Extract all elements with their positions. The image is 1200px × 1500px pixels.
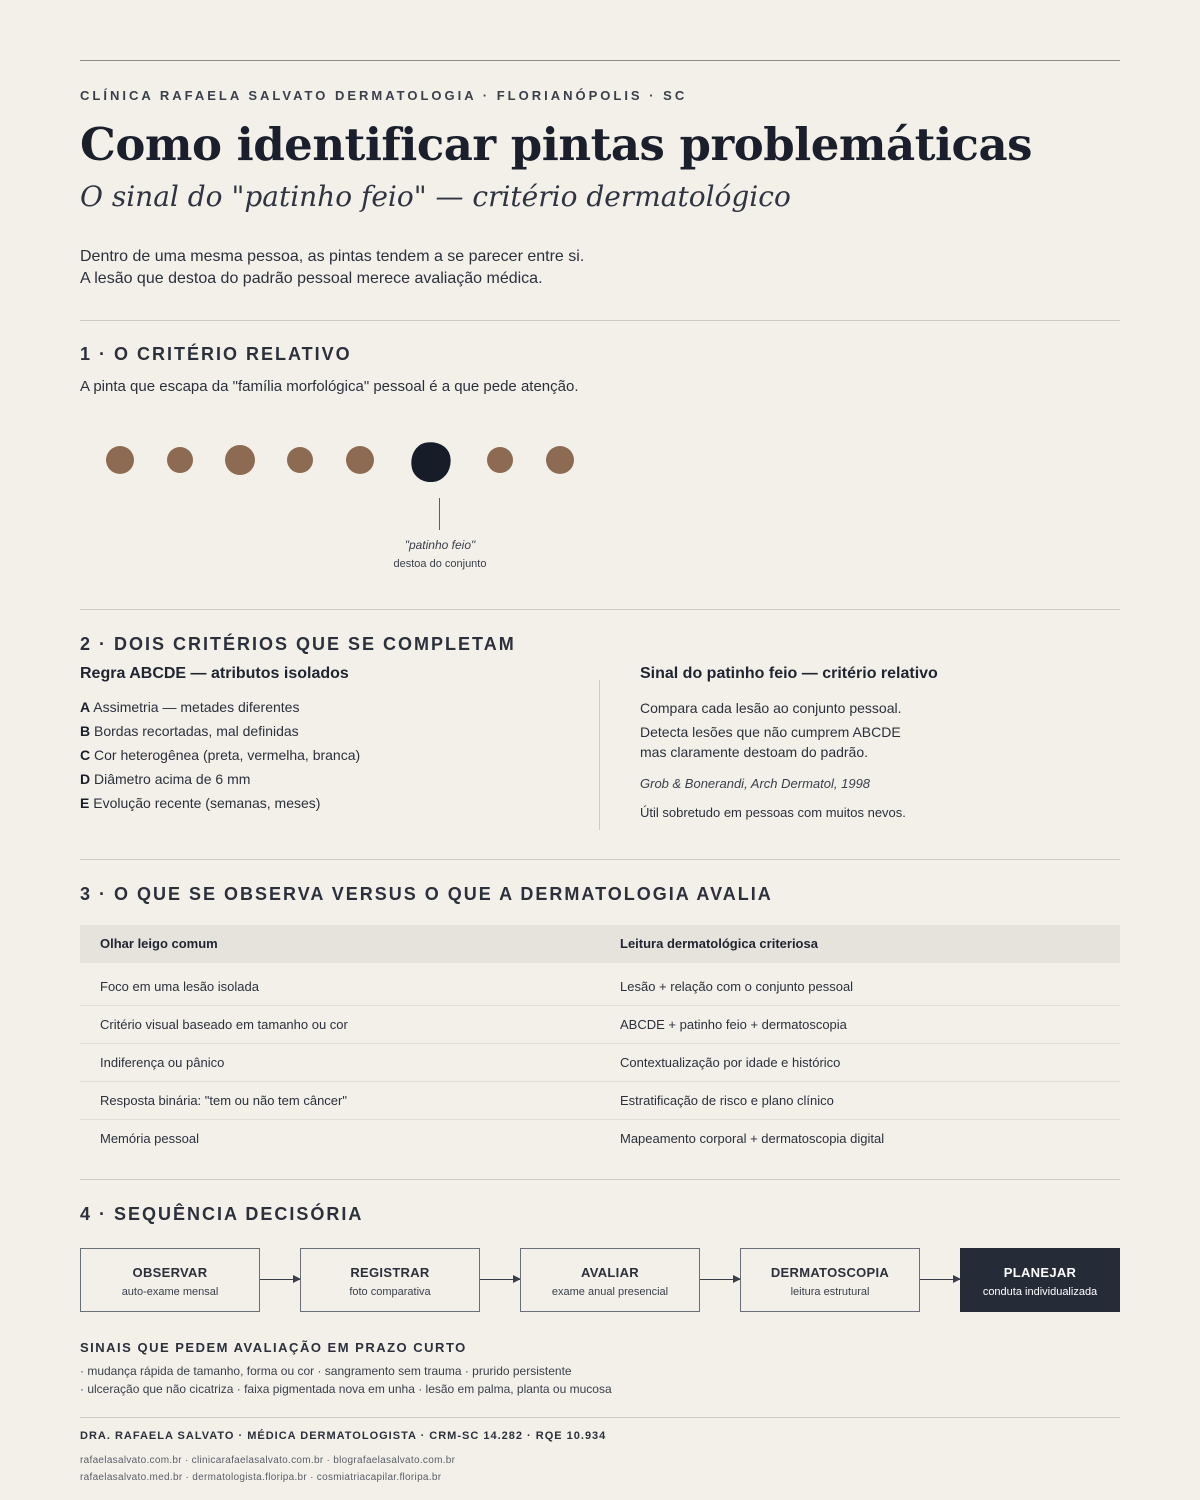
table-cell: Foco em uma lesão isolada bbox=[100, 979, 259, 994]
table-cell: Lesão + relação com o conjunto pessoal bbox=[620, 979, 854, 994]
mole-dot bbox=[225, 445, 255, 475]
ugly-duckling-text: mas claramente destoam do padrão. bbox=[640, 744, 869, 760]
table-row bbox=[80, 1006, 1120, 1044]
table-cell: Indiferença ou pânico bbox=[100, 1055, 225, 1070]
step-subtitle: exame anual presencial bbox=[551, 1286, 669, 1298]
section-divider bbox=[80, 609, 1120, 610]
section2-heading: 2 · DOIS CRITÉRIOS QUE SE COMPLETAM bbox=[80, 634, 516, 654]
urgent-signs-list bbox=[80, 1362, 612, 1398]
column-divider bbox=[599, 680, 600, 830]
abcde-text: Bordas recortadas, mal definidas bbox=[94, 723, 299, 739]
table-cell: ABCDE + patinho feio + dermatoscopia bbox=[620, 1017, 847, 1032]
section-divider bbox=[80, 1179, 1120, 1180]
step-subtitle: leitura estrutural bbox=[790, 1286, 870, 1298]
mole-dot bbox=[546, 446, 574, 474]
abcde-text: Cor heterogênea (preta, vermelha, branca) bbox=[94, 747, 361, 763]
abcde-letter: B bbox=[80, 723, 91, 739]
table-row bbox=[80, 1120, 1120, 1158]
ugly-duckling-text: Detecta lesões que não cumprem ABCDE bbox=[640, 724, 901, 740]
step-subtitle: auto-exame mensal bbox=[121, 1286, 219, 1298]
mole-dot bbox=[106, 446, 134, 474]
urgent-signs-heading: SINAIS QUE PEDEM AVALIAÇÃO EM PRAZO CURTO bbox=[80, 1340, 467, 1355]
abcde-list bbox=[80, 698, 360, 818]
column-header: Leitura dermatológica criteriosa bbox=[620, 936, 818, 951]
table-row bbox=[80, 968, 1120, 1006]
doctor-credentials: DRA. RAFAELA SALVATO · MÉDICA DERMATOLOGISTA · CRM-SC 14.282 · RQE 10.934 bbox=[80, 1430, 607, 1442]
abcde-item bbox=[80, 746, 360, 770]
step-registrar bbox=[300, 1248, 480, 1312]
step-avaliar bbox=[520, 1248, 700, 1312]
abcde-letter: E bbox=[80, 795, 90, 811]
abcde-item bbox=[80, 770, 360, 794]
mole-dot bbox=[167, 447, 193, 473]
abcde-letter: A bbox=[80, 699, 91, 715]
table-row bbox=[80, 1082, 1120, 1120]
ugly-duckling-title: Sinal do patinho feio — critério relativo bbox=[640, 665, 938, 682]
urgent-signs-line: · ulceração que não cicatriza · faixa pigmentada nova em unha · lesão em palma, planta ou mucosa bbox=[80, 1382, 612, 1396]
clinic-eyebrow: CLÍNICA RAFAELA SALVATO DERMATOLOGIA · FLORIANÓPOLIS · SC bbox=[80, 88, 688, 103]
arrow-icon bbox=[700, 1279, 740, 1280]
footer-divider bbox=[80, 1417, 1120, 1418]
table-cell: Mapeamento corporal + dermatoscopia digital bbox=[620, 1131, 885, 1146]
abcde-item bbox=[80, 698, 360, 722]
table-cell: Critério visual baseado em tamanho ou cor bbox=[100, 1017, 348, 1032]
abcde-text: Assimetria — metades diferentes bbox=[93, 699, 300, 715]
mole-dot bbox=[287, 447, 313, 473]
table-cell: Resposta binária: "tem ou não tem câncer" bbox=[100, 1093, 347, 1108]
step-dermatoscopia bbox=[740, 1248, 920, 1312]
intro-text bbox=[80, 246, 584, 290]
table-cell: Estratificação de risco e plano clínico bbox=[620, 1093, 834, 1108]
ugly-duckling-note: Útil sobretudo em pessoas com muitos nevos. bbox=[640, 805, 906, 820]
ugly-duckling-label: "patinho feio" bbox=[404, 538, 476, 552]
comparison-table bbox=[80, 925, 1120, 1158]
step-planejar bbox=[960, 1248, 1120, 1312]
page-subtitle: O sinal do "patinho feio" — critério dermatológico bbox=[80, 180, 791, 213]
abcde-letter: C bbox=[80, 747, 91, 763]
abcde-title: Regra ABCDE — atributos isolados bbox=[80, 665, 349, 682]
step-subtitle: foto comparativa bbox=[349, 1286, 431, 1298]
step-title: PLANEJAR bbox=[1003, 1265, 1077, 1280]
ugly-duckling-mole bbox=[407, 438, 454, 485]
step-observar bbox=[80, 1248, 260, 1312]
step-title: AVALIAR bbox=[581, 1265, 639, 1280]
abcde-text: Evolução recente (semanas, meses) bbox=[93, 795, 321, 811]
step-title: DERMATOSCOPIA bbox=[770, 1265, 890, 1280]
page-title: Como identificar pintas problemáticas bbox=[80, 118, 1032, 171]
annotation-pointer bbox=[439, 498, 440, 530]
abcde-item bbox=[80, 794, 360, 818]
mole-dot bbox=[346, 446, 374, 474]
abcde-letter: D bbox=[80, 771, 91, 787]
table-cell: Memória pessoal bbox=[100, 1131, 199, 1146]
step-title: REGISTRAR bbox=[350, 1265, 430, 1280]
ugly-duckling-column bbox=[640, 698, 906, 820]
abcde-text: Diâmetro acima de 6 mm bbox=[94, 771, 251, 787]
table-cell: Contextualização por idade e histórico bbox=[620, 1055, 841, 1070]
section1-heading: 1 · O CRITÉRIO RELATIVO bbox=[80, 344, 352, 364]
arrow-icon bbox=[920, 1279, 960, 1280]
section1-description: A pinta que escapa da "família morfológica" pessoal é a que pede atenção. bbox=[80, 378, 579, 395]
intro-line: A lesão que destoa do padrão pessoal merece avaliação médica. bbox=[80, 270, 543, 287]
urgent-signs-line: · mudança rápida de tamanho, forma ou cor · sangramento sem trauma · prurido persistente bbox=[80, 1364, 572, 1378]
table-header bbox=[80, 925, 1120, 963]
arrow-icon bbox=[480, 1279, 520, 1280]
abcde-item bbox=[80, 722, 360, 746]
mole-dot bbox=[487, 447, 513, 473]
top-rule bbox=[80, 60, 1120, 61]
citation: Grob & Bonerandi, Arch Dermatol, 1998 bbox=[640, 776, 871, 791]
footer-links-line: rafaelasalvato.com.br · clinicarafaelasalvato.com.br · blografaelasalvato.com.br bbox=[80, 1455, 456, 1466]
arrow-icon bbox=[260, 1279, 300, 1280]
footer-links-line: rafaelasalvato.med.br · dermatologista.floripa.br · cosmiatriacapilar.floripa.br bbox=[80, 1472, 442, 1483]
table-row bbox=[80, 1044, 1120, 1082]
section-divider bbox=[80, 859, 1120, 860]
section-divider bbox=[80, 320, 1120, 321]
section4-heading: 4 · SEQUÊNCIA DECISÓRIA bbox=[80, 1204, 364, 1224]
footer-links bbox=[80, 1452, 455, 1486]
step-subtitle: conduta individualizada bbox=[982, 1286, 1098, 1298]
step-title: OBSERVAR bbox=[132, 1265, 208, 1280]
column-header: Olhar leigo comum bbox=[100, 936, 218, 951]
section3-heading: 3 · O QUE SE OBSERVA VERSUS O QUE A DERMATOLOGIA AVALIA bbox=[80, 884, 773, 904]
intro-line: Dentro de uma mesma pessoa, as pintas tendem a se parecer entre si. bbox=[80, 248, 585, 265]
ugly-duckling-text: Compara cada lesão ao conjunto pessoal. bbox=[640, 700, 902, 716]
ugly-duckling-sublabel: destoa do conjunto bbox=[393, 558, 487, 570]
